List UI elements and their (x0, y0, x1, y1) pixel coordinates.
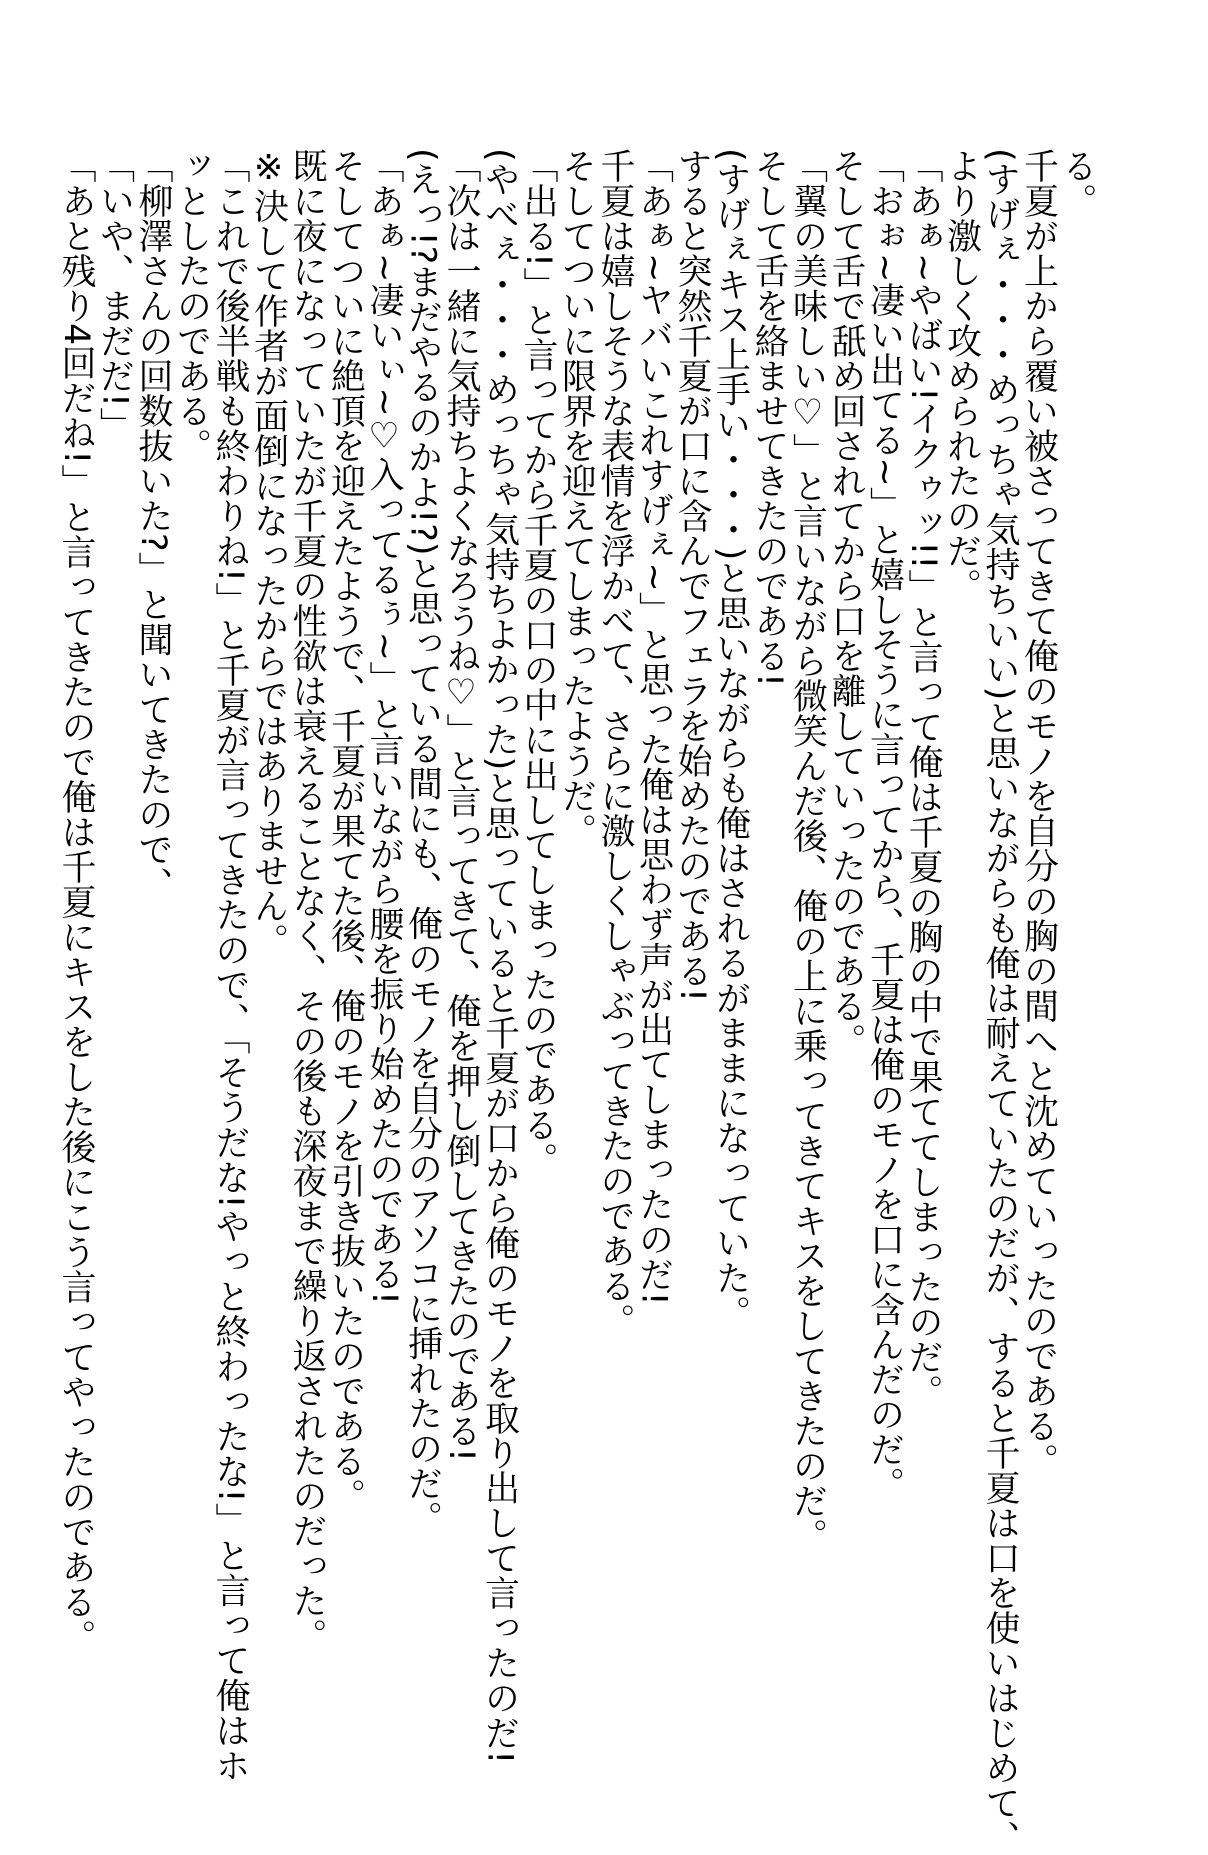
text-line: 千夏が上から覆い被さってきて俺のモノを自分の胸の間へと沈めていったのである。 (1018, 148, 1059, 1478)
text-line: 「あと残り4回だね!」と言ってきたので俺は千夏にキスをした後にこう言ってやったのである。 (56, 148, 96, 1655)
text-line: ※決して作者が面倒になったからではありません。 (248, 148, 289, 958)
text-line: そして舌で舐め回されてから口を離していったのである。 (826, 148, 866, 1058)
text-line: 「次は一緒に気持ちよくなろうね♡」と言ってきて、俺を押し倒してきたのである! (441, 148, 481, 1463)
text-line: (えっ!?まだやるのかよ!?)と思っている間にも、俺のモノを自分のアソコに挿れたのだ。 (402, 148, 443, 1536)
text-line: (すげぇキス上手い・・・)と思いながらも俺はされるがままになっていた。 (710, 148, 751, 1331)
vertical-text-body (56, 148, 1097, 1855)
text-line: 「あぁ~凄いぃ~♡入ってるぅ~」と言いながら腰を振り始めたのである! (364, 148, 404, 1306)
text-line: 「あぁ~やばい!イクゥッ!!」と言って俺は千夏の胸の中で果ててしまったのだ。 (903, 148, 943, 1410)
text-line: 「あぁ~ヤバいこれすげぇ~」と思った俺は思わず声が出てしまったのだ! (633, 148, 674, 1306)
text-line: 「出る!」と言ってから千夏の口の中に出してしまったのである。 (518, 148, 558, 1178)
text-line: そしてついに限界を迎えてしまったようだ。 (556, 148, 597, 848)
text-line: (すげぇ・・・めっちゃ気持ちいい)と思いながらも俺は耐えていたのだが、すると千夏は口を使いはじめて、 (980, 148, 1020, 1855)
text-line: ッとしたのである。 (171, 148, 212, 463)
text-line: より激しく攻められたのだ。 (941, 148, 982, 603)
text-line: る。 (1057, 148, 1097, 218)
text-line: 「おぉ~凄い出てる~」と嬉しそうに言ってから、千夏は俺のモノを口に含んだのだ。 (864, 148, 905, 1502)
text-line: すると突然千夏が口に含んでフェラを始めたのである! (672, 148, 712, 1003)
text-line: 千夏は嬉しそうな表情を浮かべて、さらに激しくしゃぶってきたのである。 (595, 148, 635, 1338)
text-line: そしてついに絶頂を迎えたようで、千夏が果てた後、俺のモノを引き抜いたのである。 (325, 148, 366, 1513)
text-line: 「これで後半戦も終わりね!」と千夏が言ってきたので、「そうだな!やっと終わったな!」と言って俺はホ (210, 148, 250, 1783)
text-line: そして舌を絡ませてきたのである! (749, 148, 789, 688)
text-line: 「柳澤さんの回数抜いた?」と聞いてきたので、 (133, 148, 173, 902)
text-line: 「いや、まだだ!」 (94, 148, 135, 443)
text-line: 「翼の美味しい♡」と言いながら微笑んだ後、俺の上に乗ってきてキスをしてきたのだ。 (787, 148, 828, 1553)
text-line: (やべぇ・・・めっちゃ気持ちよかった)と思っていると千夏が口から俺のモノを取り出して言ったのだ! (479, 148, 520, 1765)
text-line: 既に夜になっていたが千夏の性欲は衰えることなく、その後も深夜まで繰り返されたのだった。 (287, 148, 327, 1653)
